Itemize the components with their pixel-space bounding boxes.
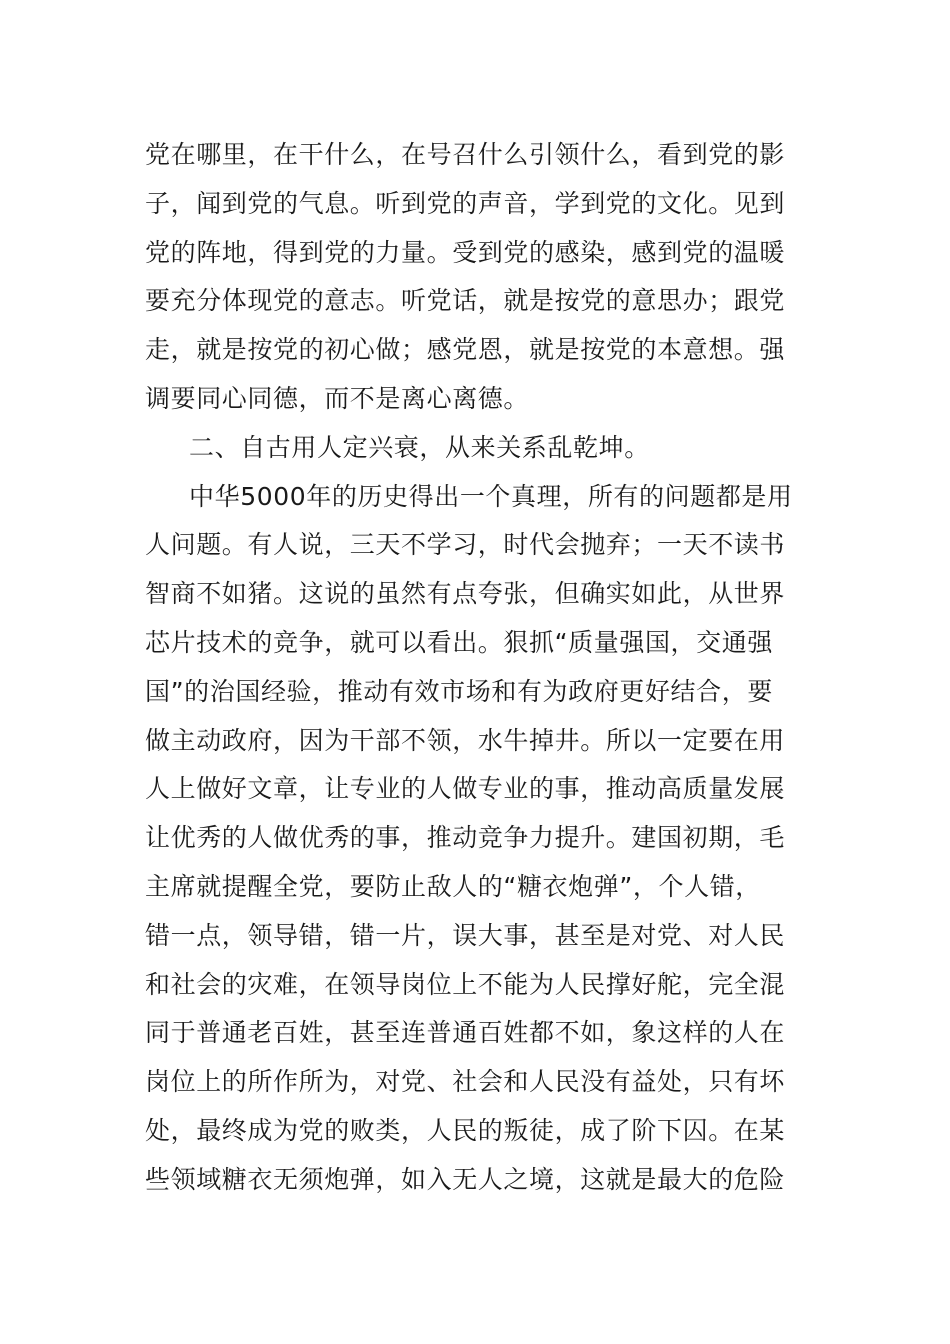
text-line: 处，最终成为党的败类，人民的叛徒，成了阶下囚。在某 — [145, 1115, 786, 1145]
text-line: 和社会的灾难，在领导岗位上不能为人民撑好舵，完全混 — [145, 969, 786, 999]
text-line: 中华5000年的历史得出一个真理，所有的问题都是用 — [189, 481, 793, 511]
section-heading: 二、自古用人定兴衰，从来关系乱乾坤。 — [189, 432, 650, 462]
text-line: 党的阵地，得到党的力量。受到党的感染，感到党的温暖 — [145, 237, 786, 267]
text-line: 走，就是按党的初心做；感党恩，就是按党的本意想。强 — [145, 335, 786, 365]
text-line: 人问题。有人说，三天不学习，时代会抛弃；一天不读书 — [145, 530, 786, 560]
text-line: 党在哪里，在干什么，在号召什么引领什么，看到党的影 — [145, 140, 786, 169]
text-line: 要充分体现党的意志。听党话，就是按党的意思办；跟党 — [145, 286, 786, 316]
text-line: 智商不如猪。这说的虽然有点夸张，但确实如此，从世界 — [145, 579, 786, 609]
document-body — [145, 131, 815, 1205]
text-line: 让优秀的人做优秀的事，推动竞争力提升。建国初期，毛 — [145, 823, 786, 853]
text-line: 做主动政府，因为干部不领，水牛掉井。所以一定要在用 — [145, 725, 786, 755]
text-line: 错一点，领导错，错一片，误大事，甚至是对党、对人民 — [145, 920, 786, 950]
text-line: 主席就提醒全党，要防止敌人的“糖衣炮弹”，个人错， — [145, 871, 761, 901]
text-line: 调要同心同德，而不是离心离德。 — [145, 383, 530, 413]
text-line: 国”的治国经验，推动有效市场和有为政府更好结合，要 — [145, 676, 773, 706]
text-line: 人上做好文章，让专业的人做专业的事，推动高质量发展 — [145, 774, 786, 804]
text-line: 子，闻到党的气息。听到党的声音，学到党的文化。见到 — [145, 188, 786, 218]
text-line: 同于普通老百姓，甚至连普通百姓都不如，象这样的人在 — [145, 1018, 786, 1048]
text-line: 些领域糖衣无须炮弹，如入无人之境，这就是最大的危险 — [145, 1164, 786, 1194]
text-line: 岗位上的所作所为，对党、社会和人民没有益处，只有坏 — [145, 1067, 786, 1097]
text-line: 芯片技术的竞争，就可以看出。狠抓“质量强国，交通强 — [145, 627, 773, 657]
